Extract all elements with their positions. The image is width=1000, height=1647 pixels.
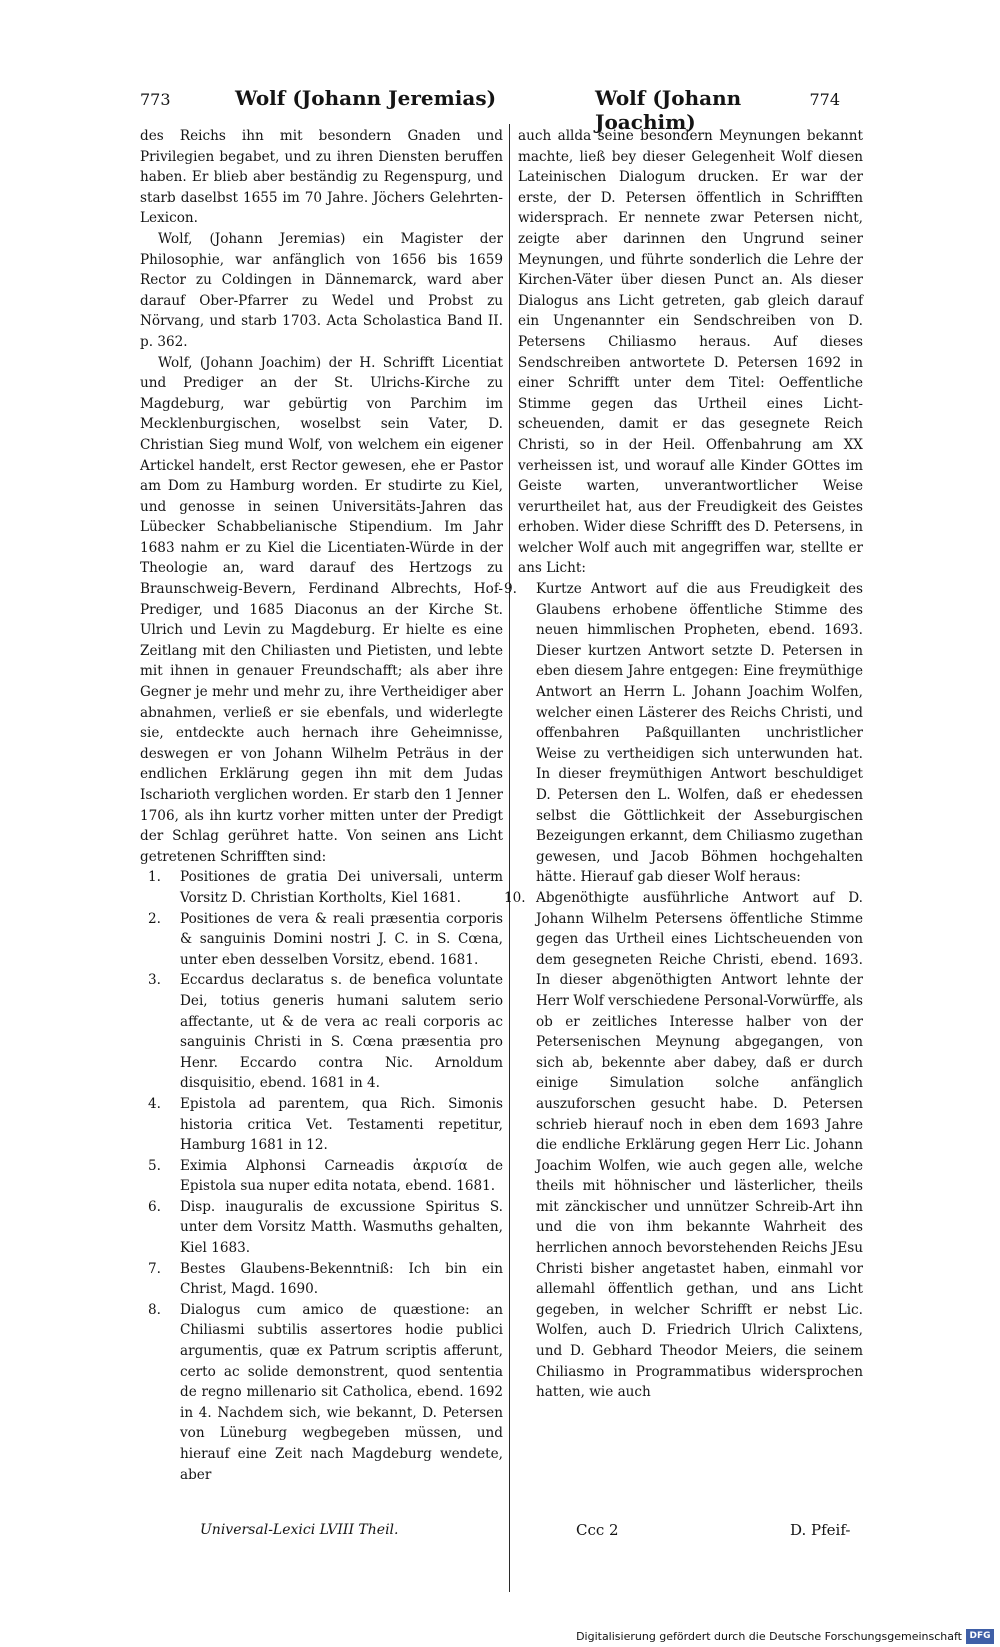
funding-credit: Digitalisierung gefördert durch die Deutsche Forschungsgemeinschaft (576, 1630, 962, 1643)
work-item (140, 1259, 503, 1300)
work-number: 3. (148, 972, 161, 989)
signature-mark: Ccc 2 (576, 1521, 619, 1539)
digitization-footer (0, 1628, 1000, 1647)
work-text: Eximia Alphonsi Carneadis ἀκρισία de Epistola sua nuper edita notata, ebend. 1681. (180, 1157, 503, 1195)
work-number: 2. (148, 910, 161, 927)
dfg-logo-icon: DFG (966, 1629, 994, 1644)
work-number: 8. (148, 1301, 161, 1318)
right-column (504, 126, 863, 1571)
work-text: Bestes Glaubens-Bekenntniß: Ich bin ein Christ, Magd. 1690. (180, 1260, 503, 1298)
work-item (140, 1094, 503, 1156)
work-text: Eccardus declaratus s. de benefica voluntate Dei, totius generis humani salutem serio affectante, ut & de vera ac reali corporis ac sanguinis Christi in S. Cœna præsentia pro Henr. Eccardo contra Nic. Arnoldum disquisitio, ebend. 1681 in 4. (180, 972, 503, 1092)
paragraph: des Reichs ihn mit besondern Gnaden und Privilegien begabet, und zu ihren Diensten beruffen haben. Er blieb aber beständig zu Regenspurg, und starb daselbst 1655 im 70 Jahre. Jöchers Gelehrten-Lexicon. (140, 128, 503, 227)
work-text: Disp. inauguralis de excussione Spiritus S. unter dem Vorsitz Matth. Wasmuths gehalten, Kiel 1683. (180, 1198, 503, 1257)
work-item (504, 888, 863, 1403)
work-item (504, 579, 863, 888)
work-item (140, 970, 503, 1094)
work-number: 10. (504, 889, 526, 906)
work-item (140, 1156, 503, 1197)
work-text: Positiones de vera & reali præsentia corporis & sanguinis Domini nostri J. C. in S. Cœna, unter eben desselben Vorsitz, ebend. 1681. (180, 910, 503, 968)
right-running-title: Wolf (Johann Joachim) (595, 86, 742, 134)
column-divider (509, 124, 510, 1592)
right-page-number: 774 (809, 90, 840, 109)
work-item (140, 1197, 503, 1259)
work-item (140, 867, 503, 908)
work-text: Epistola ad parentem, qua Rich. Simonis historia critica Vet. Testamenti repetitur, Hamburg 1681 in 12. (180, 1095, 503, 1154)
entry-wolf-johann-joachim: Wolf, (Johann Joachim) der H. Schrifft Licentiat und Prediger an der St. Ulrichs-Kirche zu Magdeburg, war gebürtig von Parchim im Mecklenburgischen, woselbst sein Vater, D. Christian Sieg mund Wolf, von welchem ein eigener Artickel handelt, erst Rector gewesen, ehe er Pastor am Dom zu Hamburg worden. Er studirte zu Kiel, und genosse in seinen Universitäts-Jahren das Lübecker Schabbelianische Stipendium. Im Jahr 1683 nahm er zu Kiel die Licentiaten-Würde in der Theologie an, ward darauf des Hertzogs zu Braunschweig-Bevern, Ferdinand Albrechts, Hof-Prediger, und 1685 Diaconus an der Kirche St. Ulrich und Levin zu Magdeburg. Er hielte es eine Zeitlang mit den Chiliasten und Pietisten, und lebte mit ihnen in genauer Freundschafft; als aber ihre Gegner je mehr und mehr zu, ihre Vertheidiger aber abnahmen, verließ er sie ebenfals, und widerlegte sie, entdeckte auch hernach ihre Geheimnisse, deswegen er von Johann Wilhelm Peträus in der endlichen Erklärung gegen ihn mit dem Judas Ischarioth verglichen worden. Er starb den 1 Jenner 1706, als ihn kurtz vorher mitten unter der Predigt der Schlag gerühret hatte. Von seinen ans Licht getretenen Schrifften sind: (140, 354, 503, 865)
work-number: 4. (148, 1095, 161, 1112)
work-item (140, 1300, 503, 1485)
work-number: 5. (148, 1157, 161, 1174)
catchword: D. Pfeif- (790, 1521, 851, 1539)
running-header (140, 86, 840, 134)
left-running-title: Wolf (Johann Jeremias) (235, 86, 497, 110)
work-text: Positiones de gratia Dei universali, unterm Vorsitz D. Christian Kortholts, Kiel 1681. (180, 869, 503, 906)
work-number: 1. (148, 869, 161, 886)
entry-wolf-johann-jeremias: Wolf, (Johann Jeremias) ein Magister der Philosophie, war anfänglich von 1656 bis 1659 Rector zu Coldingen in Dännemarck, ward aber darauf Ober-Pfarrer zu Wedel und Probst zu Nörvang, und starb 1703. Acta Scholastica Band II. p. 362. (140, 230, 503, 350)
work-text: Kurtze Antwort auf die aus Freudigkeit des Glaubens erhobene öffentliche Stimme des neuen himmlischen Propheten, ebend. 1693. Dieser kurtzen Antwort setzte D. Petersen in eben diesem Jahre entgegen: Eine freymüthige Antwort an Herrn L. Johann Joachim Wolfen, welcher einen Lästerer des Reichs Christi, und offenbahren Paßquillanten unchristlicher Weise zu vertheidigen sich unterwunden hat. In dieser freymüthigen Antwort beschuldiget D. Petersen den L. Wolfen, daß er ehedessen selbst die Göttlichkeit der Asseburgischen Bezeigungen erkannt, dem Chiliasmo zugethan gewesen, und Jacob Böhmen hochgehalten hätte. Hierauf gab dieser Wolf heraus: (536, 581, 863, 886)
work-number: 9. (504, 581, 517, 598)
work-text: Abgenöthigte ausführliche Antwort auf D. Johann Wilhelm Petersens öffentliche Stimme gegen das Urtheil eines Lichtscheuenden von dem gesegneten Reiche Christi, ebend. 1693. In dieser abgenöthigten Antwort lehnte der Herr Wolf verschiedene Personal-Vorwürffe, als ob er zeitliches Interesse halber von der Petersenischen Meynung abgegangen, von sich ab, bekennte aber dabey, daß er durch einige Simulation solche anfänglich auszuforschen gesucht habe. D. Petersen schrieb hierauf noch in eben dem 1693 Jahre die endliche Erklärung gegen Herr Lic. Johann Joachim Wolfen, wie auch gegen alle, welche theils mit höhnischer und lästerlicher, theils mit zänckischer und unnützer Schreib-Art ihn und die von ihm bekannte Wahrheit des herrlichen annoch bevorstehenden Reichs JEsu Christi bisher angetastet haben, einmahl vor allemahl öffentlich gethan, und ans Licht gegeben, in welcher Schrifft er nebst Lic. Wolfen, auch D. Friedrich Ulrich Calixtens, und D. Gebhard Theodor Meiers, die seinem Chiliasmo in Programmatibus widersprochen hatten, wie auch (536, 889, 863, 1401)
left-page-number: 773 (140, 90, 171, 109)
work-number: 6. (148, 1198, 161, 1215)
paragraph: auch allda seine besondern Meynungen bekannt machte, ließ bey dieser Gelegenheit Wolf diesen Lateinischen Dialogum drucken. Er war der erste, der D. Petersen öffentlich in Schrifften widersprach. Er nennete zwar Petersen nicht, zeigte aber darinnen den Ungrund seiner Meynungen, und führte sonderlich die Lehre der Kirchen-Väter über diesen Punct an. Als dieser Dialogus ans Licht getreten, gab gleich darauf ein Ungenannter ein Sendschreiben von D. Petersens Chiliasmo heraus. Auf dieses Sendschreiben antwortete D. Petersen 1692 in einer Schrifft unter dem Titel: Oeffentliche Stimme gegen das Urtheil eines Licht-scheuenden, damit er das gesegnete Reich Christi, so in der Heil. Offenbahrung am XX verheissen ist, und worauf alle Kinder GOttes im Geiste warten, unverantwortlicher Weise verurtheilet hat, aus der Freudigkeit des Geistes erhoben. Wider diese Schrifft des D. Petersens, in welcher Wolf auch mit angegriffen war, stellte er ans Licht: (518, 128, 863, 577)
work-number: 7. (148, 1260, 161, 1277)
left-column (140, 126, 503, 1571)
volume-signature: Universal-Lexici LVIII Theil. (200, 1522, 399, 1538)
work-text: Dialogus cum amico de quæstione: an Chiliasmi subtilis assertores hodie publici argumentis, quæ ex Patrum scriptis afferunt, certo ac solide demonstrent, quod sententia de regno millenario sit Catholica, ebend. 1692 in 4. Nachdem sich, wie bekannt, D. Petersen von Lüneburg wegbegeben müssen, und hierauf eine Zeit nach Magdeburg wendete, aber (180, 1301, 503, 1483)
work-item (140, 909, 503, 971)
